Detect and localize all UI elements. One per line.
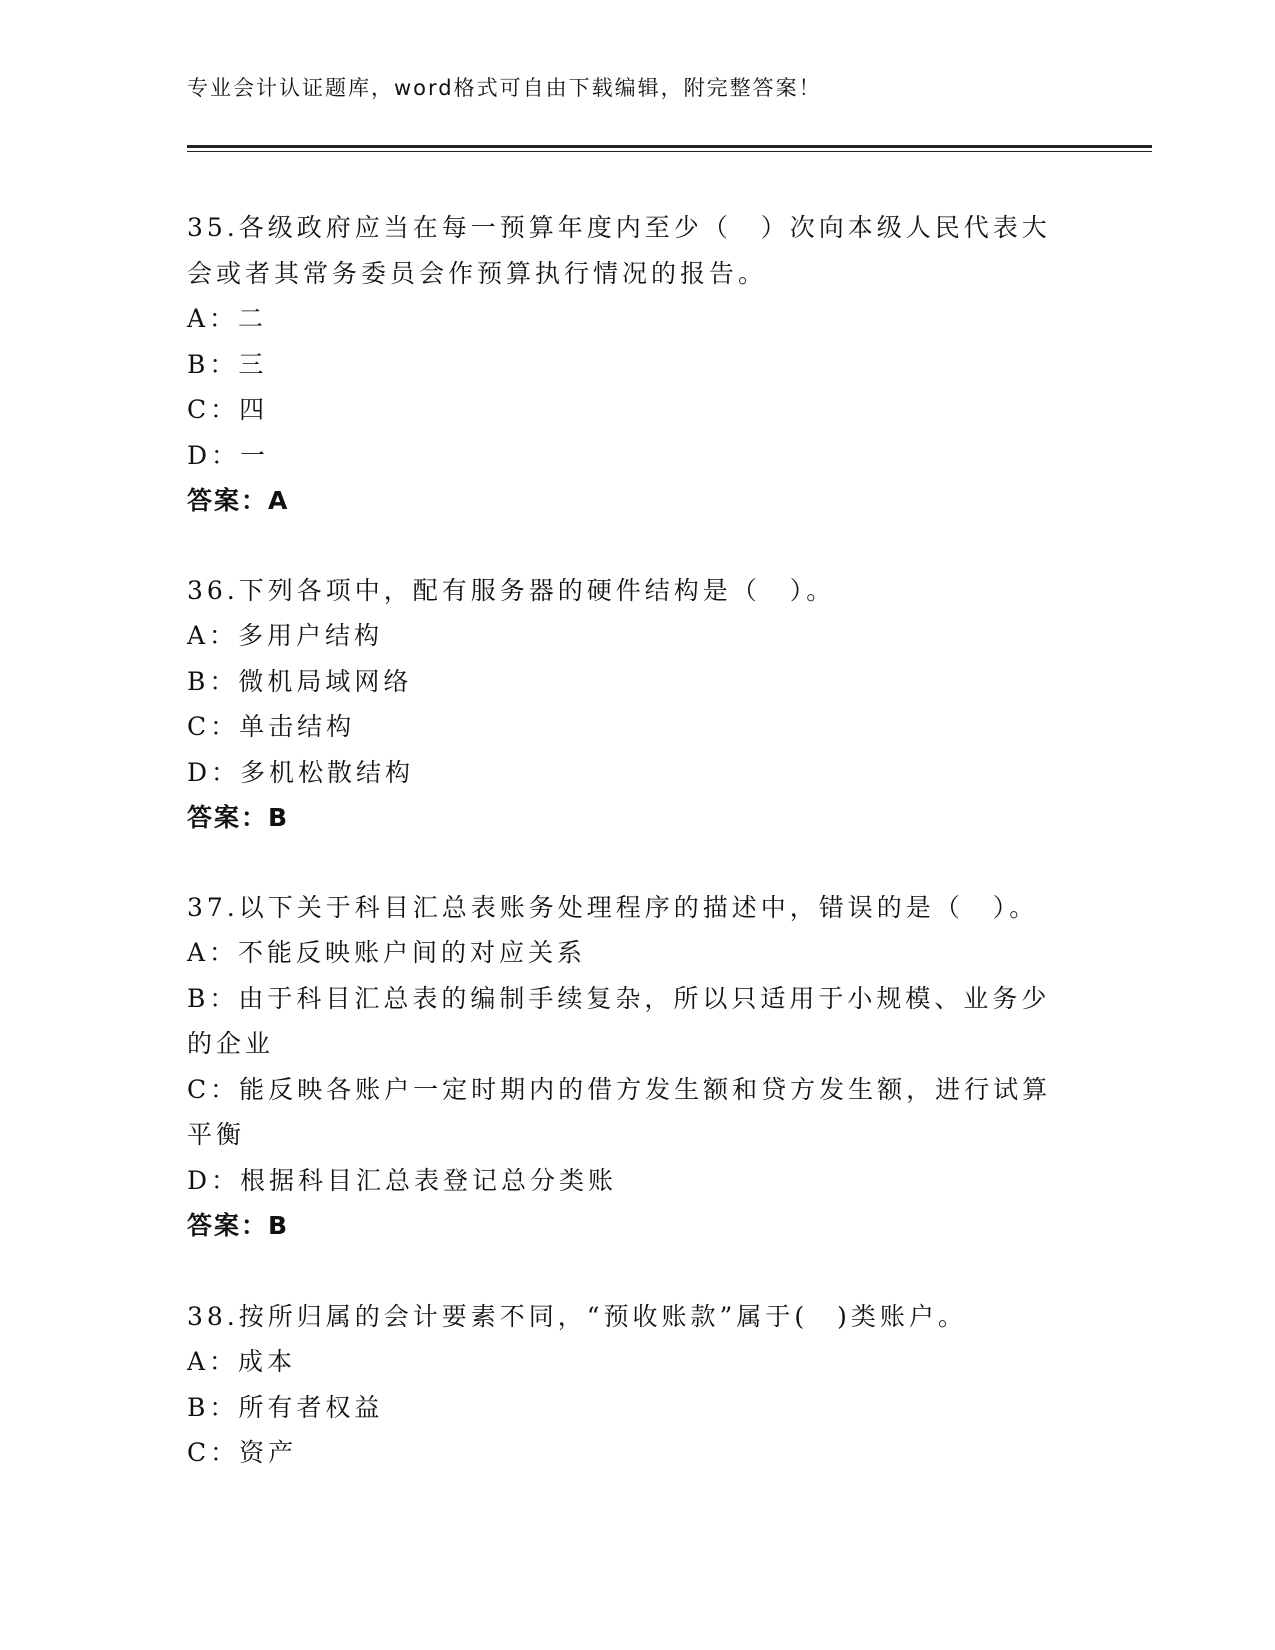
option-c: C：能反映各账户一定时期内的借方发生额和贷方发生额，进行试算平衡 (187, 1074, 1052, 1149)
answer-line: 答案：B (187, 803, 290, 832)
question-stem: 38.按所归属的会计要素不同，“预收账款”属于( )类账户。 (187, 1301, 967, 1331)
answer-line: 答案：B (187, 1211, 290, 1240)
option-a: A：不能反映账户间的对应关系 (187, 938, 587, 967)
option-a: A：二 (187, 304, 268, 333)
header-rule-thin (187, 151, 1152, 152)
option-c: C：四 (187, 395, 269, 424)
option-c: C：资产 (187, 1438, 298, 1467)
option-a: A：成本 (187, 1347, 297, 1376)
question-stem: 36.下列各项中，配有服务器的硬件结构是（ ）。 (187, 575, 836, 605)
option-b: B：所有者权益 (187, 1392, 384, 1422)
option-c: C：单击结构 (187, 712, 356, 741)
question-list (187, 205, 1067, 1520)
option-d: D：多机松散结构 (187, 757, 415, 787)
question-stem: 37.以下关于科目汇总表账务处理程序的描述中，错误的是（ ）。 (187, 892, 1039, 922)
option-d: D：一 (187, 440, 270, 470)
document-header: 专业会计认证题库，word格式可自由下载编辑，附完整答案！ (187, 76, 822, 100)
question-38 (187, 1294, 1067, 1476)
question-37 (187, 885, 1067, 1249)
option-b: B：由于科目汇总表的编制手续复杂，所以只适用于小规模、业务少的企业 (187, 983, 1051, 1058)
header-rule-thick (187, 145, 1152, 148)
option-b: B：微机局域网络 (187, 666, 413, 696)
question-35 (187, 205, 1067, 524)
answer-line: 答案：A (187, 486, 290, 515)
option-d: D：根据科目汇总表登记总分类账 (187, 1165, 618, 1195)
option-a: A：多用户结构 (187, 621, 384, 650)
option-b: B：三 (187, 349, 268, 379)
question-36 (187, 568, 1067, 841)
question-stem: 35.各级政府应当在每一预算年度内至少（ ）次向本级人民代表大会或者其常务委员会作预算执行情况的报告。 (187, 213, 1051, 288)
